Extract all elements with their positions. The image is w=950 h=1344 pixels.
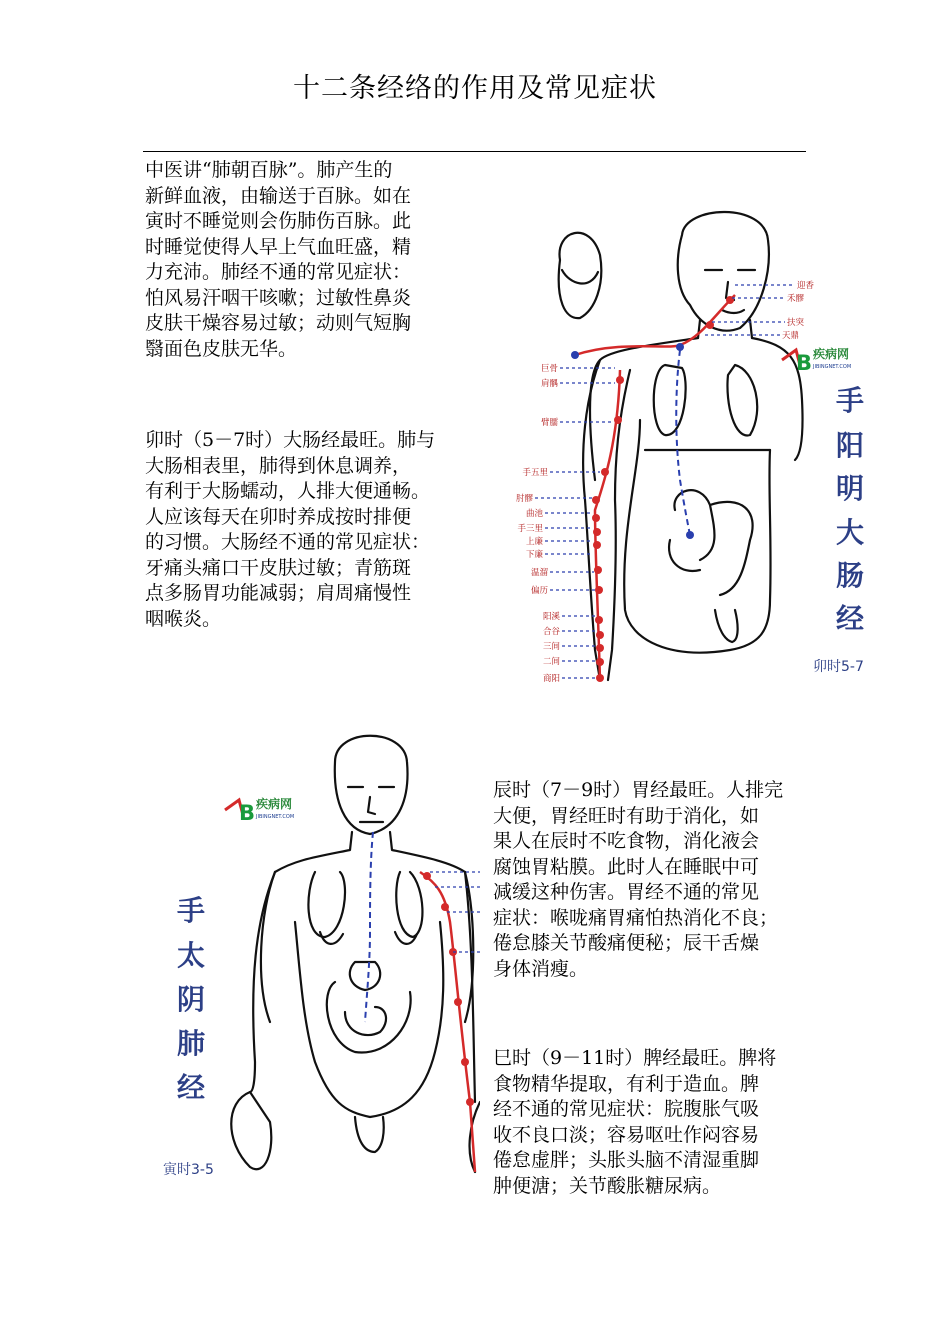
svg-text:大: 大 <box>836 516 865 549</box>
svg-text:太: 太 <box>177 939 206 972</box>
vertical-title <box>177 894 205 1104</box>
point-label: 禾髎 <box>787 294 805 304</box>
svg-text:手: 手 <box>836 384 865 417</box>
svg-text:B: B <box>796 351 813 375</box>
large-intestine-paragraph: 卯时（5－7时）大肠经最旺。肺与 大肠相表里，肺得到休息调养， 有利于大肠蠕动，人排大便通畅。 人应该每天在卯时养成按时排便 的习惯。大肠经不通的常见症状： 牙痛头痛口干皮肤过敏；青筋斑 点多肠胃功能减弱；肩周痛慢性 咽喉炎。 <box>145 429 436 630</box>
point-label: 温溜 <box>530 568 548 578</box>
point-label: 阳溪 <box>542 612 560 622</box>
svg-text:肺: 肺 <box>177 1027 206 1060</box>
point-label: 手五里 <box>522 468 548 478</box>
point-label: 上廉 <box>525 537 543 547</box>
svg-text:肠: 肠 <box>836 559 865 592</box>
point-label: 肘髎 <box>515 494 533 504</box>
svg-text:JIBINGNET.COM: JIBINGNET.COM <box>256 814 295 820</box>
point-label: 肩髃 <box>540 379 558 389</box>
jibingnet-logo <box>225 796 294 825</box>
large-intestine-meridian-figure <box>500 210 900 690</box>
point-label: 臂臑 <box>540 418 558 428</box>
point-label: 迎香 <box>797 281 815 291</box>
point-label: 曲池 <box>525 509 543 519</box>
point-label: 巨骨 <box>540 364 558 374</box>
point-label: 偏历 <box>530 586 548 596</box>
svg-text:B: B <box>239 801 256 825</box>
point-label: 三间 <box>542 642 560 652</box>
point-label: 二间 <box>542 657 560 667</box>
point-label: 商阳 <box>542 674 560 684</box>
svg-text:手: 手 <box>177 894 206 927</box>
point-label: 合谷 <box>542 627 560 637</box>
period-label: 卯时5-7 <box>813 659 864 675</box>
point-label: 扶突 <box>787 318 805 328</box>
page-title: 十二条经络的作用及常见症状 <box>293 73 657 104</box>
svg-text:阳: 阳 <box>836 429 865 462</box>
point-label: 下廉 <box>525 550 543 560</box>
lung-meridian-figure <box>155 722 480 1192</box>
spleen-paragraph: 巳时（9－11时）脾经最旺。脾将 食物精华提取，有利于造血。脾 经不通的常见症状：脘腹胀气吸 收不良口淡；容易呕吐作闷容易 倦怠虚胖；头胀头脑不清湿重脚 肿便溏；关节酸胀糖尿病。 <box>493 1047 777 1197</box>
svg-text:阴: 阴 <box>177 983 206 1016</box>
title-divider <box>143 151 806 152</box>
svg-text:JIBINGNET.COM: JIBINGNET.COM <box>813 364 852 370</box>
svg-text:明: 明 <box>836 472 865 505</box>
point-label: 天鼎 <box>782 331 800 341</box>
stomach-paragraph: 辰时（7－9时）胃经最旺。人排完 大便，胃经旺时有助于消化，如 果人在辰时不吃食物，消化液会 腐蚀胃粘膜。此时人在睡眠中可 减缓这种伤害。胃经不通的常见 症状：喉咙痛胃痛怕热消化不良； 倦怠膝关节酸痛便秘；辰干舌燥 身体消瘦。 <box>493 779 784 980</box>
lung-meridian-paragraph: 中医讲“肺朝百脉”。肺产生的 新鲜血液，由输送于百脉。如在 寅时不睡觉则会伤肺伤百脉。此 时睡觉使得人早上气血旺盛，精 力充沛。肺经不通的常见症状： 怕风易汗咽干咳嗽；过敏性鼻炎 皮肤干燥容易过敏；动则气短胸 翳面色皮肤无华。 <box>145 159 412 360</box>
vertical-title <box>836 384 864 635</box>
point-label: 手三里 <box>517 524 543 534</box>
svg-text:经: 经 <box>177 1071 206 1104</box>
period-label: 寅时3-5 <box>163 1162 214 1178</box>
svg-text:经: 经 <box>836 602 865 635</box>
svg-text:疾病网: 疾病网 <box>256 797 293 811</box>
svg-text:疾病网: 疾病网 <box>813 347 850 361</box>
